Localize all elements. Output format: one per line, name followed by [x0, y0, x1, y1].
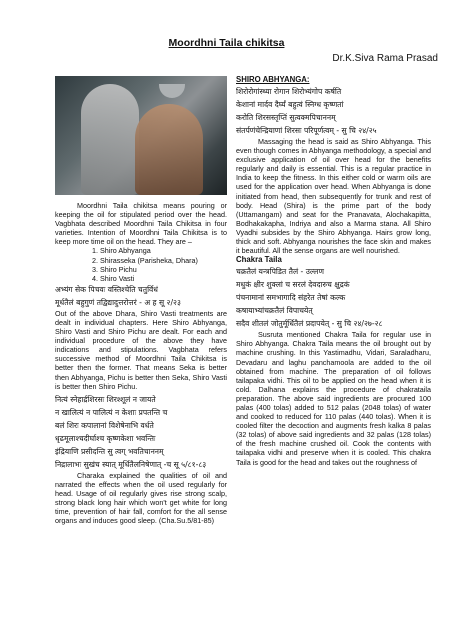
- section-heading: Chakra Taila: [236, 255, 282, 265]
- body-paragraph: Susruta mentioned Chakra Taila for regular use in Shiro Abhyanga. Chakra Taila means the oil brought out by machine crushing. In this Yastimadhu, Vidari, Saraladharu, Devadaru and laghu panchamoola are added to the oil obtained from machine. The preparation of oil follows tailapaka vidhi. This oil to be applied on the head when it is cold. Dalhana explains the procedure of chakrataila preparation. The above said ingredients are procured 100 palas (400 tolas) added to 512 palas (2048 tolas) of water and cooked to reduced for 110 palas (440 tolas). When it is cooled filter the decoction and augments fresh kalka 8 palas (32 tolas) of above said ingredients and 32 palas (128 tolas) of the fresh machine crushed oil. Cook the contents with tailapaka vidhi and preserve when it is cooled. This chakra Taila is good for the head and takes out the roughness of: [236, 330, 431, 467]
- therapist-figure: [135, 104, 203, 195]
- patient-figure: [81, 84, 139, 195]
- list-item: 2. Shirasseka (Parisheka, Dhara): [92, 255, 198, 265]
- verse-block: [55, 393, 227, 471]
- verse-line: नित्यं स्नेहार्द्रशिरसः शिरश्शूलं न जायते: [55, 394, 156, 404]
- verse-line: निद्रालाभः सुखंच स्यात् मूर्धितैलनिषेणात् -च सू ५/८१-८३: [55, 459, 207, 469]
- verse-line: न खालित्यं न पालित्यं न केशाः प्रपतन्ति च: [55, 407, 168, 417]
- verse-line: बलं शिरः कपालानां विशेषेनाभि वर्धते: [55, 420, 154, 430]
- left-column: [55, 76, 227, 525]
- right-column: [236, 75, 431, 467]
- verse-line: चक्रतैलं यन्त्रपिडित तैलं - उल्लण: [236, 267, 324, 277]
- verse-block: [236, 85, 431, 137]
- verse-line: करोति शिरसस्तृप्तिं सुत्वक्मपिचाननम्: [236, 113, 336, 122]
- verse-block: [236, 265, 431, 330]
- verse-line: केशानां मार्दव दैर्घ्यं बहुत्वं स्निग्ध कृष्णतां: [236, 100, 344, 109]
- verse-line: सदैव शीतलं जोतुर्मूर्धितैलं प्रदापयेत् - सु चि २४/२७-२८: [236, 319, 383, 329]
- verse-line: धृढमूलाश्चदीर्घाश्च कृष्णकेशा भवन्तिः: [55, 433, 156, 443]
- body-paragraph: Massaging the head is said as Shiro Abhyanga. This even though comes in Abhyanga methodology, a special and exclusive application of oil over head for the benefits regularly and daily is essential. This is a regular practice in India to keep the fitness. In this either cold or warm oils are used for the application over head. When Abhyanga is done initiated from head, then subsequently for trunk and rest of body. Head (Shira) is the prime part of the body (Uttamangam) and seat for the Pranavata, Alochakapitta, Bodhakakapha, Indriya and also a Marma stana. All Shiro Vyadhi subsides by the Shiro Abhyanga. Hairs grow long, thick and soft. Abhyanga nourishes the face skin and makes it beautiful. All the sense organs are well nourished.: [236, 137, 431, 256]
- list-item: 1. Shiro Abhyanga: [92, 246, 151, 256]
- verse-line: अभ्यंग सेक पिचवः वस्तिश्चेति चतुर्विधं: [55, 284, 158, 294]
- body-paragraph: Charaka explained the qualities of oil and narrated the effects when the oil used regularly for head. Usage of oil regularly gives rise strong scalp, strong black long hair which won't get white for long time, prevention of hair fall, comfort for the all sense organs and induces good sleep. (Cha.Su.5/81-85): [55, 470, 227, 526]
- variety-list: [55, 246, 227, 282]
- list-item: 3. Shiro Pichu: [92, 264, 137, 274]
- verse-block: [55, 283, 227, 309]
- verse-line: शिरोरोगांस्थ्या रोगान शिरोभ्यंगोप कर्षति: [236, 87, 342, 96]
- list-item: 4. Shiro Vasti: [92, 273, 135, 283]
- author-name: Dr.K.Siva Rama Prasad: [332, 53, 438, 64]
- verse-line: मूर्धतैलं बहुगुणं तद्विद्यादुत्तरोत्तरं - अ ह सू २/२३: [55, 297, 181, 307]
- verse-line: मधुकं क्षीर शुक्लां च सरलं देवदारुच क्षुद्रकं: [236, 280, 350, 290]
- page-title: Moordhni Taila chikitsa: [168, 37, 285, 49]
- verse-line: पंचनामानां समभागादि संहरेत तेषां कल्क: [236, 293, 346, 303]
- verse-line: इंद्रियाणि प्रसीदन्ति सु त्वग् भवतिचाननम्: [55, 446, 164, 456]
- verse-line: संतर्पणंचेन्द्रियाणां शिरसः परिपूर्णत्वम् - सु चि २४/२५: [236, 126, 377, 135]
- body-paragraph: Out of the above Dhara, Shiro Vasti treatments are dealt in individual chapters. Here Shiro Abhyanga, Shiro Vasti and Shiro Pichu are dealt. For each and individual procedure of the above they have indications and stipulations. Vagbhata refers successive method of Moordhni Taila Chikitsa is better then the former. That means Seka is better then Abhyanga, Pichu is better then Seka, Shiro Vasti is better then Shiro Pichu.: [55, 308, 227, 391]
- treatment-photo: [55, 76, 227, 195]
- oil-vessel: [159, 84, 185, 98]
- section-heading: SHIRO ABHYANGA:: [236, 75, 310, 84]
- intro-paragraph: Moordhni Taila chikitsa means pouring or keeping the oil for stipulated period over the head. Vagbhata described Moordhni Taila Chikitsa in four varieties. Intention of Moordhni Taila Chikitsa is to keep more time oil on the head. They are –: [55, 201, 227, 247]
- verse-line: कषायाभ्यांचक्रतैलं विपाचयेत्: [236, 306, 313, 316]
